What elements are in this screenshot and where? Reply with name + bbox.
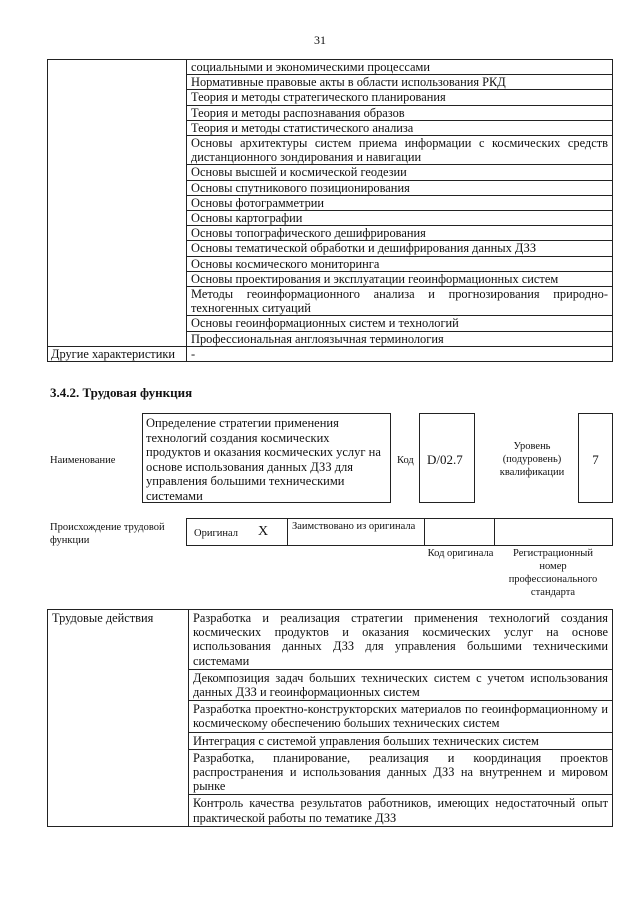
reg-number-cell xyxy=(494,518,613,546)
knowledge-item: Основы высшей и космической геодезии xyxy=(187,165,613,180)
knowledge-item: Основы топографического дешифрирования xyxy=(187,226,613,241)
table-row xyxy=(48,346,613,361)
knowledge-item: Основы тематической обработки и дешифрирования данных ДЗЗ xyxy=(187,241,613,256)
action-item: Разработка проектно-конструкторских материалов по геоинформационному и космическому обеспечению больших технических систем xyxy=(189,701,613,732)
name-label: Наименование xyxy=(50,455,116,466)
knowledge-item: Профессиональная англоязычная терминология xyxy=(187,331,613,346)
qualification-level-box: 7 xyxy=(578,413,613,503)
knowledge-item: Основы космического мониторинга xyxy=(187,256,613,271)
action-item: Интеграция с системой управления больших технических систем xyxy=(189,732,613,749)
table-label-cell xyxy=(48,60,187,347)
level-label: Уровень (подуровень) квалификации xyxy=(499,441,565,478)
knowledge-item: Основы фотограмметрии xyxy=(187,195,613,210)
page-number: 31 xyxy=(314,33,326,47)
original-cell xyxy=(186,518,288,546)
section-heading: 3.4.2. Трудовая функция xyxy=(50,385,193,400)
knowledge-item: Основы геоинформационных систем и технологий xyxy=(187,316,613,331)
origin-label: Происхождение трудовой функции xyxy=(50,522,165,546)
other-characteristics-value: - xyxy=(187,346,613,361)
action-item: Контроль качества результатов работников, имеющих недостаточный опыт практической работы по тематике ДЗЗ xyxy=(189,795,613,826)
original-mark: X xyxy=(258,524,269,539)
table-row xyxy=(48,60,613,75)
reg-number-caption: Регистрационный номер профессионального стандарта xyxy=(508,548,598,598)
actions-label: Трудовые действия xyxy=(48,610,189,827)
knowledge-item: Основы проектирования и эксплуатации геоинформационных систем xyxy=(187,271,613,286)
action-item: Декомпозиция задач больших технических систем с учетом использования данных ДЗЗ и геоинформационных систем xyxy=(189,669,613,700)
borrowed-cell: Заимствовано из оригинала xyxy=(287,518,425,546)
knowledge-item: Основы картографии xyxy=(187,211,613,226)
action-item: Разработка и реализация стратегии применения технологий создания космических продуктов и оказания космических услуг на основе использования данных ДЗЗ для управления большими техническими системами xyxy=(189,610,613,670)
original-code-caption: Код оригинала xyxy=(427,548,494,559)
knowledge-item: Теория и методы распознавания образов xyxy=(187,105,613,120)
other-characteristics-label: Другие характеристики xyxy=(48,346,187,361)
function-code-box: D/02.7 xyxy=(419,413,475,503)
knowledge-table xyxy=(47,59,613,362)
knowledge-item: социальными и экономическими процессами xyxy=(187,60,613,75)
knowledge-item: Основы архитектуры систем приема информации с космических средств дистанционного зондирования и навигации xyxy=(187,136,613,165)
knowledge-item: Теория и методы статистического анализа xyxy=(187,120,613,135)
knowledge-item: Основы спутникового позиционирования xyxy=(187,180,613,195)
knowledge-item: Теория и методы стратегического планирования xyxy=(187,90,613,105)
original-code-cell xyxy=(424,518,495,546)
knowledge-item: Нормативные правовые акты в области использования РКД xyxy=(187,75,613,90)
actions-table xyxy=(47,609,613,827)
table-row xyxy=(48,610,613,670)
function-name-box: Определение стратегии применения технологий создания космических продуктов и оказания космических услуг на основе использования данных ДЗЗ для управления большими техническими системами xyxy=(142,413,391,503)
code-label: Код xyxy=(397,455,414,466)
knowledge-item: Методы геоинформационного анализа и прогнозирования природно-техногенных ситуаций xyxy=(187,287,613,316)
action-item: Разработка, планирование, реализация и координация проектов распространения и использования данных ДЗЗ на внутреннем и мировом рынке xyxy=(189,749,613,795)
original-label: Оригинал xyxy=(194,528,238,539)
